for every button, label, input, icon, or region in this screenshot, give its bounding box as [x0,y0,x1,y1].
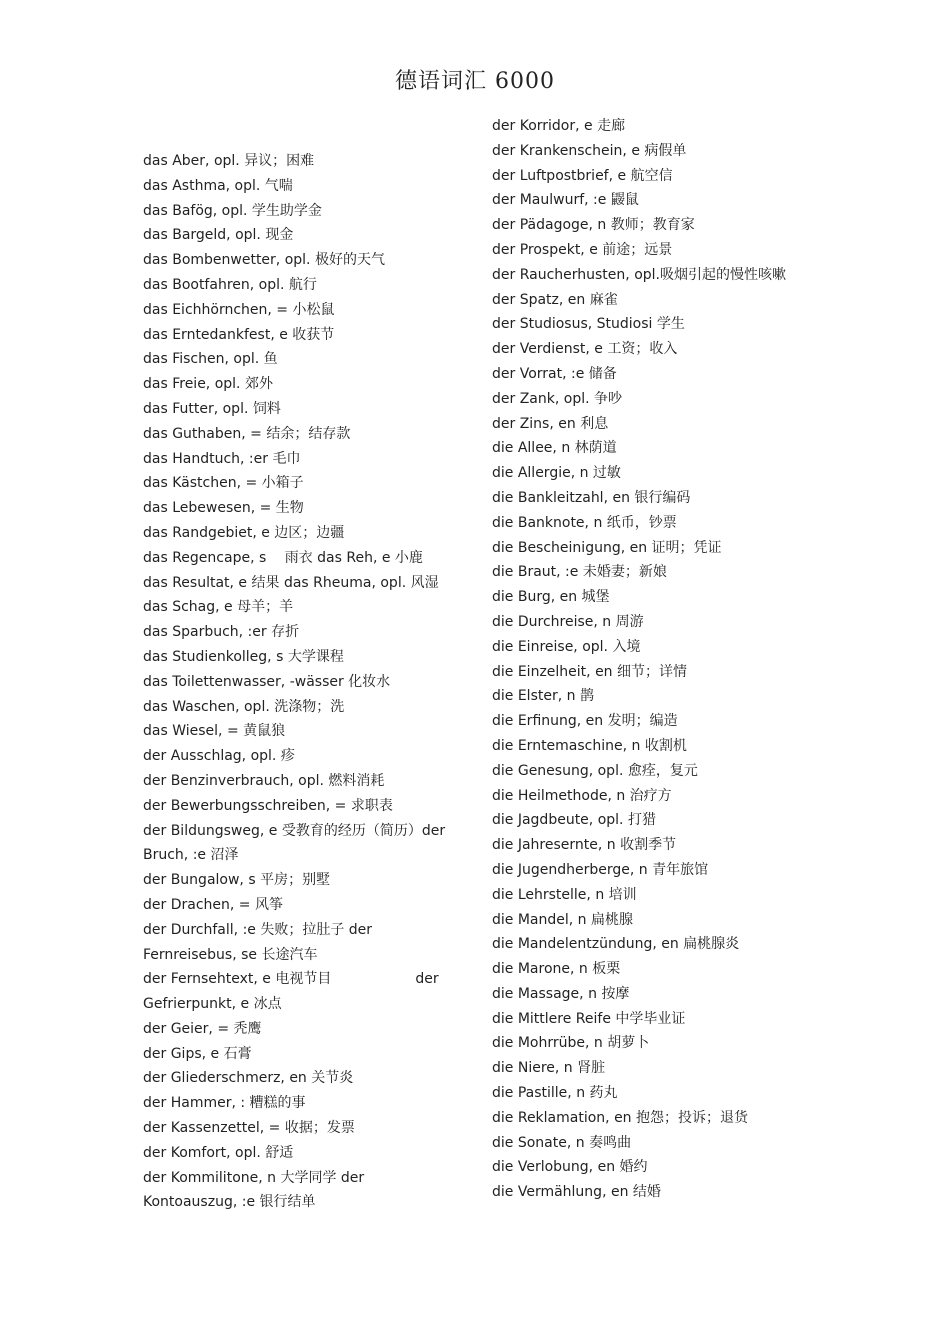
vocab-entry: das Resultat, e 结果 das Rheuma, opl. 风湿 [143,574,439,591]
vocab-entry: der Korridor, e 走廊 [492,118,626,134]
vocab-entry: das Wiesel, = 黄鼠狼 [143,723,286,740]
vocab-entry: das Randgebiet, e 边区；边疆 [143,524,345,541]
vocab-entry: die Niere, n 肾脏 [492,1060,606,1077]
vocab-entry: der Kommilitone, n 大学同学 der [143,1169,365,1186]
vocab-entry: der Prospekt, e 前途；远景 [492,241,673,258]
vocab-entry: der Maulwurf, :e 鼹鼠 [492,192,639,209]
left-column [143,149,463,1215]
vocab-entry: die Erntemaschine, n 收割机 [492,737,687,754]
vocab-entry: das Erntedankfest, e 收获节 [143,326,335,343]
vocab-entry: die Elster, n 鹊 [492,688,594,705]
vocab-entry: die Einzelheit, en 细节；详情 [492,663,688,680]
vocab-entry: die Erfinung, en 发明；编造 [492,713,678,730]
vocab-entry: der Bewerbungsschreiben, = 求职表 [143,797,393,814]
vocab-entry: das Schag, e 母羊；羊 [143,599,294,616]
vocab-entry: das Bafög, opl. 学生助学金 [143,202,322,219]
vocab-entry: die Mittlere Reife 中学毕业证 [492,1010,686,1027]
vocab-entry: der Raucherhusten, opl.吸烟引起的慢性咳嗽 [492,266,786,283]
vocab-entry: der Hammer, : 糟糕的事 [143,1095,306,1112]
vocab-entry: der Studiosus, Studiosi 学生 [492,316,685,333]
vocab-entry: die Mandelentzündung, en 扁桃腺炎 [492,936,740,953]
vocab-entry: der Verdienst, e 工资；收入 [492,341,678,358]
vocab-entry: der Pädagoge, n 教师；教育家 [492,217,695,234]
vocab-entry: die Jagdbeute, opl. 打猎 [492,812,656,829]
vocab-entry: der Luftpostbrief, e 航空信 [492,167,673,184]
vocab-entry: der Geier, = 秃鹰 [143,1020,262,1037]
vocab-entry: die Jahresernte, n 收割季节 [492,837,677,854]
vocab-entry: das Bootfahren, opl. 航行 [143,276,317,293]
vocab-entry: das Kästchen, = 小箱子 [143,475,304,492]
vocab-entry: der Zins, en 利息 [492,415,609,432]
vocab-entry: der Krankenschein, e 病假单 [492,142,687,159]
vocab-entry: die Reklamation, en 抱怨；投诉；退货 [492,1109,748,1126]
page-title: 德语词汇 6000 [395,69,555,94]
vocab-entry: der Vorrat, :e 储备 [492,365,617,382]
vocab-entry: das Waschen, opl. 洗涤物；洗 [143,698,345,715]
vocab-entry: der Kassenzettel, = 收据；发票 [143,1120,355,1137]
vocab-entry: das Asthma, opl. 气喘 [143,177,293,194]
vocab-entry: die Mohrrübe, n 胡萝卜 [492,1035,650,1052]
vocab-entry: der Zank, opl. 争吵 [492,390,622,407]
vocab-entry: das Toilettenwasser, -wässer 化妆水 [143,673,391,690]
vocab-entry: die Verlobung, en 婚约 [492,1159,648,1176]
vocab-entry: die Banknote, n 纸币，钞票 [492,514,677,531]
vocab-entry: Bruch, :e 沼泽 [143,847,239,864]
vocab-entry: die Allee, n 林荫道 [492,440,617,457]
vocab-entry: das Guthaben, = 结余；结存款 [143,425,351,442]
vocab-entry: der Bildungsweg, e 受教育的经历（简历）der [143,822,446,839]
right-column [492,114,822,1205]
vocab-entry: die Mandel, n 扁桃腺 [492,911,633,928]
vocab-entry: der Spatz, en 麻雀 [492,291,618,308]
vocab-entry: das Bombenwetter, opl. 极好的天气 [143,252,385,269]
vocab-entry: die Jugendherberge, n 青年旅馆 [492,861,709,878]
vocab-entry: die Burg, en 城堡 [492,589,610,606]
vocab-entry: das Lebewesen, = 生物 [143,500,304,517]
vocab-entry: das Regencape, s 雨衣 das Reh, e 小鹿 [143,549,423,566]
vocab-entry: das Fischen, opl. 鱼 [143,351,278,368]
vocab-entry: die Heilmethode, n 治疗方 [492,787,672,804]
vocab-entry: der Durchfall, :e 失败；拉肚子 der [143,921,373,938]
vocab-entry: die Sonate, n 奏鸣曲 [492,1134,632,1151]
vocab-entry: Gefrierpunkt, e 冰点 [143,996,282,1013]
vocab-entry: Kontoauszug, :e 银行结单 [143,1194,316,1211]
vocab-entry: der Komfort, opl. 舒适 [143,1144,294,1161]
vocab-entry: das Studienkolleg, s 大学课程 [143,648,344,665]
vocab-entry: die Allergie, n 过敏 [492,465,621,482]
vocab-entry: der Gips, e 石膏 [143,1045,252,1062]
vocab-entry: die Lehrstelle, n 培训 [492,886,637,903]
vocab-entry: der Ausschlag, opl. 疹 [143,748,295,765]
vocab-entry: das Futter, opl. 饲料 [143,400,281,417]
vocab-entry: Fernreisebus, se 长途汽车 [143,946,318,963]
vocab-entry: das Aber, opl. 异议；困难 [143,153,315,169]
vocab-entry: der Fernsehtext, e 电视节目 der [143,971,439,988]
vocab-entry: die Braut, :e 未婚妻；新娘 [492,564,667,581]
vocab-entry: die Vermählung, en 结婚 [492,1184,661,1201]
vocab-entry: die Einreise, opl. 入境 [492,638,641,655]
vocab-entry: der Drachen, = 风筝 [143,896,283,913]
vocab-entry: der Gliederschmerz, en 关节炎 [143,1070,354,1087]
vocab-entry: das Freie, opl. 郊外 [143,376,273,393]
vocab-entry: die Bescheinigung, en 证明；凭证 [492,539,722,556]
vocab-entry: das Sparbuch, :er 存折 [143,624,300,641]
vocab-entry: die Bankleitzahl, en 银行编码 [492,489,691,506]
vocab-entry: die Genesung, opl. 愈痊，复元 [492,762,698,779]
vocab-entry: der Bungalow, s 平房；别墅 [143,872,331,889]
vocab-entry: die Durchreise, n 周游 [492,613,644,630]
vocab-entry: das Handtuch, :er 毛巾 [143,450,301,467]
vocab-entry: das Bargeld, opl. 现金 [143,227,294,244]
vocab-entry: das Eichhörnchen, = 小松鼠 [143,301,335,318]
vocab-entry: der Benzinverbrauch, opl. 燃料消耗 [143,772,385,789]
vocab-entry: die Massage, n 按摩 [492,985,630,1002]
vocab-entry: die Marone, n 板栗 [492,961,621,978]
vocab-entry: die Pastille, n 药丸 [492,1085,618,1102]
